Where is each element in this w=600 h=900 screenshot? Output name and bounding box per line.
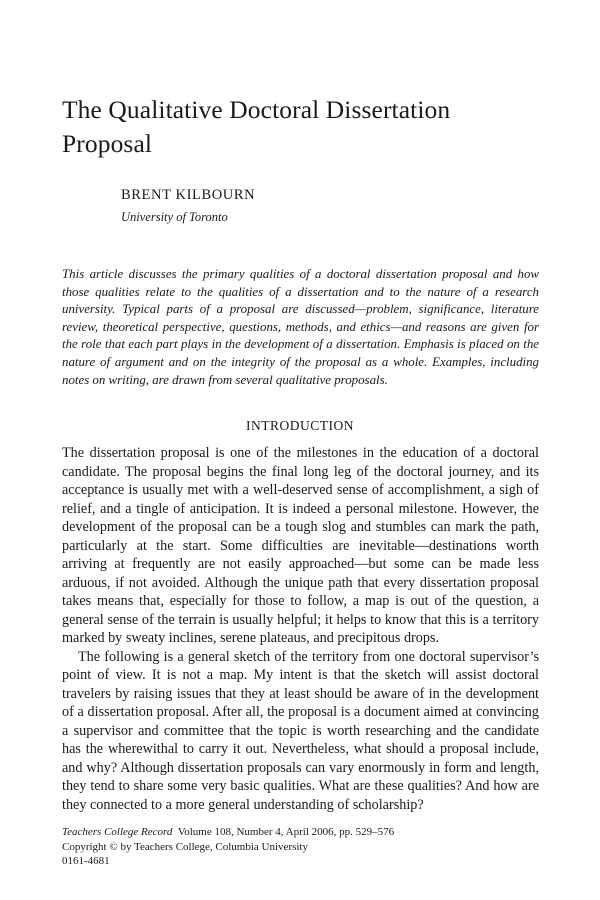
author-affiliation: University of Toronto: [121, 210, 228, 224]
copyright-line: Copyright © by Teachers College, Columbia University: [62, 840, 308, 853]
citation-details: Volume 108, Number 4, April 2006, pp. 529–576: [177, 826, 395, 838]
issn: 0161-4681: [62, 855, 110, 867]
paragraph-2: The following is a general sketch of the territory from one doctoral supervisor’s point of view. It is not a map. My intent is that the sketch will assist doctoral travelers by raising issues that they at least should be aware of in the development of a dissertation proposal. After all, the proposal is a document aimed at convincing a supervisor and committee that the topic is worth researching and the candidate has the wherewithal to carry it out. Nevertheless, what should a proposal include, and why? Although dissertation proposals can vary enormously in form and length, they tend to share some very basic qualities. What are these qualities? And how are they connected to a more general understanding of scholarship?: [62, 648, 539, 813]
footer-citation-line: [62, 825, 394, 840]
article-title: The Qualitative Doctoral Dissertation Proposal: [62, 95, 451, 158]
author-name: BRENT KILBOURN: [121, 187, 256, 203]
journal-name: Teachers College Record: [62, 826, 173, 838]
abstract: This article discusses the primary qualities of a doctoral dissertation proposal and how those qualities relate to the qualities of a dissertation and to the nature of a research university. Typical parts of a proposal are discussed—problem, significance, literature review, theoretical perspective, questions, methods, and ethics—and reasons are given for the role that each part plays in the development of a dissertation. Emphasis is placed on the nature of argument and on the integrity of the proposal as a whole. Examples, including notes on writing, are drawn from several qualitative proposals.: [62, 267, 539, 387]
page-footer: [62, 825, 394, 869]
body-text: [62, 444, 539, 814]
section-heading-introduction: INTRODUCTION: [246, 418, 354, 433]
paragraph-1: The dissertation proposal is one of the milestones in the education of a doctoral candidate. The proposal begins the final long leg of the doctoral journey, and its acceptance is usually met with a well-deserved sense of accomplishment, a sigh of relief, and a tingle of anticipation. It is indeed a personal milestone. However, the development of the proposal can be a tough slog and stumbles can mark the path, particularly at the start. Some difficulties are inevitable—destinations worth arriving at frequently are not easily approached—but some can be made less arduous, if not avoided. Although the unique path that every dissertation proposal takes means that, especially for those to follow, a map is out of the question, a general sense of the terrain is usually helpful; it helps to know that this is a territory marked by sweaty inclines, serene plateaus, and precipitous drops.: [62, 445, 539, 646]
